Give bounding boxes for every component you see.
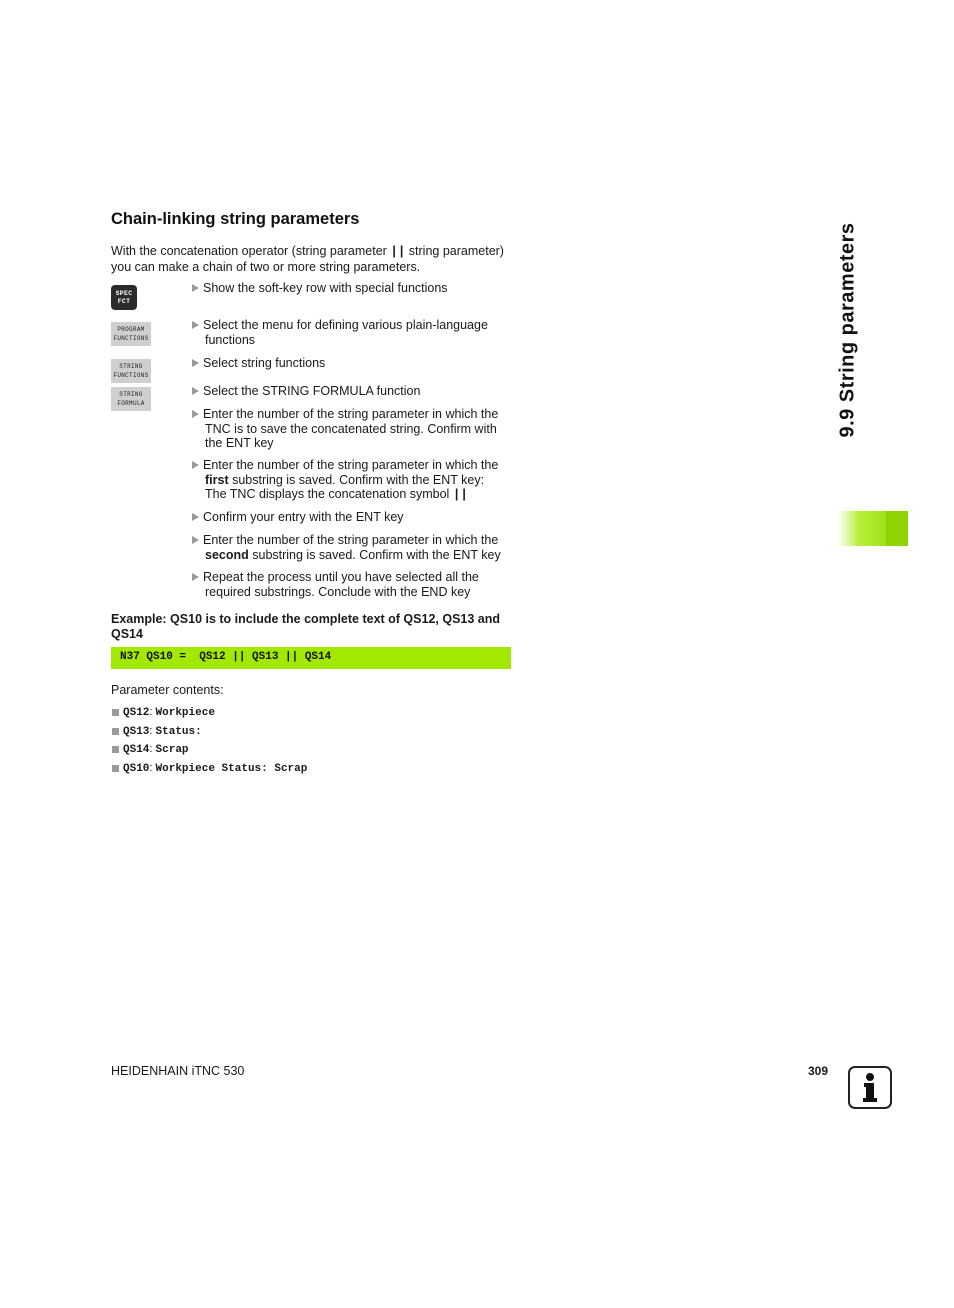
chapter-tab-edge (886, 511, 908, 546)
bullet-square-icon (112, 709, 119, 716)
page-number: 309 (808, 1064, 829, 1078)
string-formula-softkey[interactable]: STRING FORMULA (111, 387, 151, 411)
chapter-side-title: 9.9 String parameters (836, 222, 859, 438)
step-item: Confirm your entry with the ENT key (192, 510, 512, 525)
bullet-square-icon (112, 728, 119, 735)
step-item: Repeat the process until you have selected all the required substrings. Conclude with the END key (192, 570, 512, 599)
arrow-right-icon (192, 410, 199, 418)
arrow-right-icon (192, 321, 199, 329)
string-functions-softkey[interactable]: STRING FUNCTIONS (111, 359, 151, 383)
program-functions-softkey[interactable]: PROGRAM FUNCTIONS (111, 322, 151, 346)
arrow-right-icon (192, 284, 199, 292)
footer-product: HEIDENHAIN iTNC 530 (111, 1064, 245, 1078)
arrow-right-icon (192, 573, 199, 581)
intro-paragraph: With the concatenation operator (string parameter || string parameter) you can make a chain of two or more string parameters. (111, 244, 504, 274)
parameter-contents-label: Parameter contents: (111, 683, 224, 697)
code-line: N37 QS10 = QS12 || QS13 || QS14 (120, 651, 332, 663)
section-heading: Chain-linking string parameters (111, 210, 360, 228)
step-item: Select string functions (192, 356, 512, 371)
step-item: Enter the number of the string parameter in which the TNC is to save the concatenated string. Confirm with the ENT key (192, 407, 512, 451)
spec-fct-key[interactable]: SPEC FCT (111, 285, 137, 310)
arrow-right-icon (192, 359, 199, 367)
step-item: Select the menu for defining various plain-language functions (192, 318, 512, 347)
bullet-square-icon (112, 746, 119, 753)
arrow-right-icon (192, 387, 199, 395)
step-item: Enter the number of the string parameter in which the first substring is saved. Confirm with the ENT key: The TNC displays the concatenation symbol || (192, 458, 512, 503)
arrow-right-icon (192, 513, 199, 521)
example-title: Example: QS10 is to include the complete text of QS12, QS13 and QS14 (111, 612, 501, 641)
arrow-right-icon (192, 461, 199, 469)
step-item: Select the STRING FORMULA function (192, 384, 512, 399)
info-icon (848, 1066, 892, 1109)
code-block (111, 647, 511, 669)
step-item: Enter the number of the string parameter in which the second substring is saved. Confirm with the ENT key (192, 533, 512, 562)
arrow-right-icon (192, 536, 199, 544)
bullet-square-icon (112, 765, 119, 772)
step-item: Show the soft-key row with special functions (192, 281, 512, 296)
